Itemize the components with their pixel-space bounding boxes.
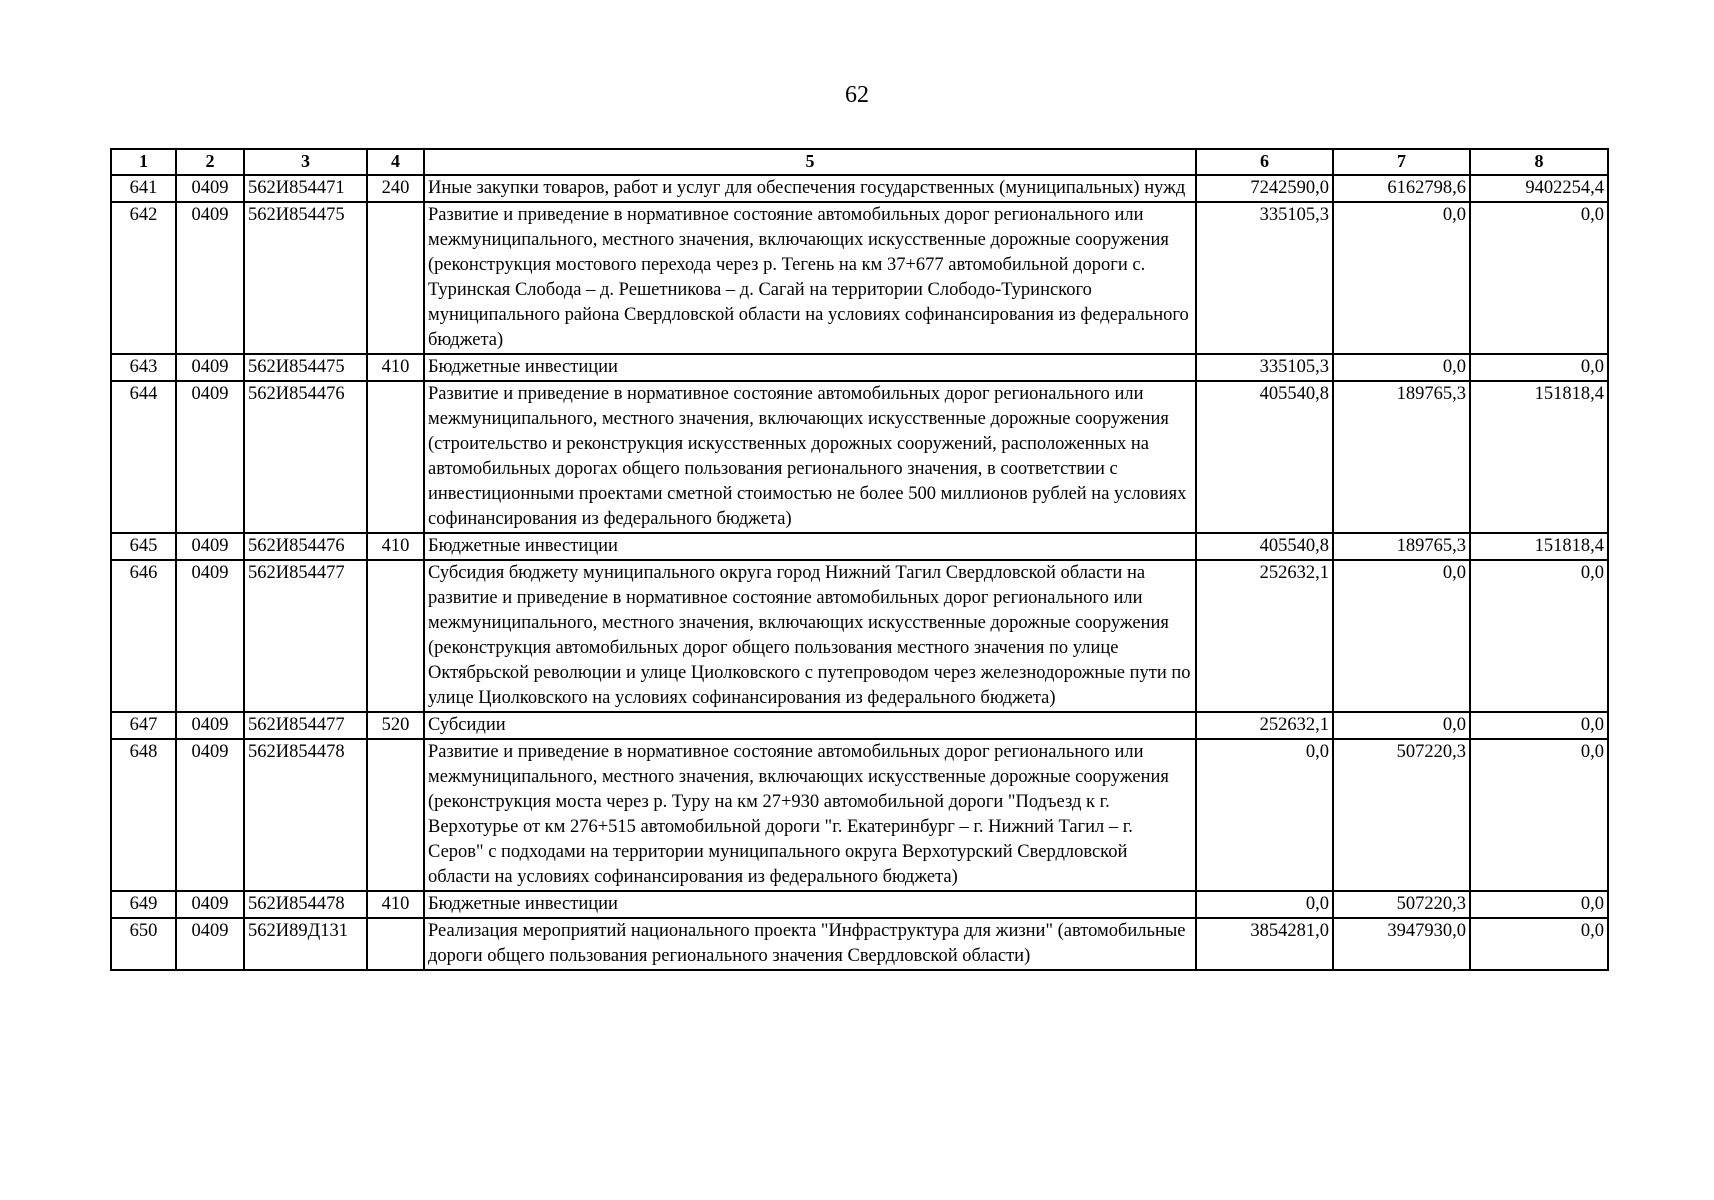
item-name: Субсидия бюджету муниципального округа город Нижний Тагил Свердловской области на развитие и приведение в нормативное состояние автомобильных дорог регионального или межмуниципального, местного значения, включающих искусственные дорожные сооружения (реконструкция автомобильных дорог общего пользования местного значения по улице Октябрьской революции и улице Циолковского с путепроводом через железнодорожные пути по улице Циолковского на условиях софинансирования из федерального бюджета): [424, 560, 1196, 712]
amount-col-8: 9402254,4: [1470, 175, 1608, 202]
page-number: 62: [845, 82, 869, 108]
section-code: 0409: [176, 175, 244, 202]
amount-col-7: 0,0: [1333, 712, 1470, 739]
item-name: Реализация мероприятий национального проекта "Инфраструктура для жизни" (автомобильные дороги общего пользования регионального значения Свердловской области): [424, 918, 1196, 970]
table-row: [111, 891, 1608, 918]
target-code: 562И854478: [244, 739, 367, 891]
table-row: [111, 918, 1608, 970]
target-code: 562И854476: [244, 381, 367, 533]
table-row: [111, 533, 1608, 560]
expense-type-code: 520: [367, 712, 424, 739]
item-name: Бюджетные инвестиции: [424, 354, 1196, 381]
amount-col-6: 252632,1: [1196, 712, 1333, 739]
target-code: 562И854477: [244, 560, 367, 712]
row-number: 641: [111, 175, 176, 202]
column-header: 1: [111, 149, 176, 175]
column-header: 5: [424, 149, 1196, 175]
section-code: 0409: [176, 712, 244, 739]
section-code: 0409: [176, 354, 244, 381]
table-header-row: [111, 149, 1608, 175]
table-row: [111, 381, 1608, 533]
target-code: 562И854475: [244, 202, 367, 354]
expense-type-code: [367, 739, 424, 891]
item-name: Развитие и приведение в нормативное состояние автомобильных дорог регионального или межмуниципального, местного значения, включающих искусственные дорожные сооружения (реконструкция моста через р. Туру на км 27+930 автомобильной дороги "Подъезд к г. Верхотурье от км 276+515 автомобильной дороги "г. Екатеринбург – г. Нижний Тагил – г. Серов" с подходами на территории муниципального округа Верхотурский Свердловской области на условиях софинансирования из федерального бюджета): [424, 739, 1196, 891]
expense-type-code: [367, 381, 424, 533]
row-number: 642: [111, 202, 176, 354]
section-code: 0409: [176, 533, 244, 560]
amount-col-6: 405540,8: [1196, 381, 1333, 533]
expense-type-code: [367, 560, 424, 712]
target-code: 562И854478: [244, 891, 367, 918]
expense-type-code: [367, 202, 424, 354]
expense-type-code: 410: [367, 533, 424, 560]
amount-col-7: 0,0: [1333, 560, 1470, 712]
target-code: 562И854476: [244, 533, 367, 560]
amount-col-7: 189765,3: [1333, 381, 1470, 533]
column-header: 8: [1470, 149, 1608, 175]
column-header: 3: [244, 149, 367, 175]
item-name: Иные закупки товаров, работ и услуг для обеспечения государственных (муниципальных) нужд: [424, 175, 1196, 202]
table-row: [111, 712, 1608, 739]
column-header: 2: [176, 149, 244, 175]
column-header: 6: [1196, 149, 1333, 175]
table-row: [111, 354, 1608, 381]
amount-col-6: 252632,1: [1196, 560, 1333, 712]
amount-col-8: 0,0: [1470, 712, 1608, 739]
section-code: 0409: [176, 560, 244, 712]
amount-col-7: 189765,3: [1333, 533, 1470, 560]
amount-col-7: 6162798,6: [1333, 175, 1470, 202]
item-name: Бюджетные инвестиции: [424, 533, 1196, 560]
amount-col-8: 151818,4: [1470, 533, 1608, 560]
amount-col-6: 0,0: [1196, 739, 1333, 891]
section-code: 0409: [176, 202, 244, 354]
amount-col-8: 0,0: [1470, 202, 1608, 354]
amount-col-6: 3854281,0: [1196, 918, 1333, 970]
amount-col-6: 7242590,0: [1196, 175, 1333, 202]
section-code: 0409: [176, 381, 244, 533]
amount-col-8: 0,0: [1470, 739, 1608, 891]
item-name: Бюджетные инвестиции: [424, 891, 1196, 918]
amount-col-6: 335105,3: [1196, 202, 1333, 354]
expense-type-code: 240: [367, 175, 424, 202]
row-number: 644: [111, 381, 176, 533]
table-row: [111, 560, 1608, 712]
row-number: 645: [111, 533, 176, 560]
amount-col-7: 0,0: [1333, 202, 1470, 354]
expense-type-code: 410: [367, 891, 424, 918]
row-number: 646: [111, 560, 176, 712]
item-name: Развитие и приведение в нормативное состояние автомобильных дорог регионального или межмуниципального, местного значения, включающих искусственные дорожные сооружения (реконструкция мостового перехода через р. Тегень на км 37+677 автомобильной дороги с. Туринская Слобода – д. Решетникова – д. Сагай на территории Слободо-Туринского муниципального района Свердловской области на условиях софинансирования из федерального бюджета): [424, 202, 1196, 354]
amount-col-7: 3947930,0: [1333, 918, 1470, 970]
item-name: Субсидии: [424, 712, 1196, 739]
expense-type-code: [367, 918, 424, 970]
row-number: 650: [111, 918, 176, 970]
amount-col-8: 151818,4: [1470, 381, 1608, 533]
target-code: 562И854475: [244, 354, 367, 381]
table-row: [111, 202, 1608, 354]
row-number: 649: [111, 891, 176, 918]
amount-col-6: 335105,3: [1196, 354, 1333, 381]
amount-col-7: 507220,3: [1333, 891, 1470, 918]
row-number: 643: [111, 354, 176, 381]
item-name: Развитие и приведение в нормативное состояние автомобильных дорог регионального или межмуниципального, местного значения, включающих искусственные дорожные сооружения (строительство и реконструкция искусственных дорожных сооружений, расположенных на автомобильных дорогах общего пользования регионального значения, в соответствии с инвестиционными проектами сметной стоимостью не более 500 миллионов рублей на условиях софинансирования из федерального бюджета): [424, 381, 1196, 533]
target-code: 562И854471: [244, 175, 367, 202]
amount-col-8: 0,0: [1470, 560, 1608, 712]
row-number: 648: [111, 739, 176, 891]
amount-col-7: 0,0: [1333, 354, 1470, 381]
column-header: 4: [367, 149, 424, 175]
amount-col-7: 507220,3: [1333, 739, 1470, 891]
amount-col-8: 0,0: [1470, 354, 1608, 381]
section-code: 0409: [176, 918, 244, 970]
target-code: 562И89Д131: [244, 918, 367, 970]
section-code: 0409: [176, 891, 244, 918]
table-row: [111, 739, 1608, 891]
column-header: 7: [1333, 149, 1470, 175]
amount-col-8: 0,0: [1470, 891, 1608, 918]
target-code: 562И854477: [244, 712, 367, 739]
amount-col-8: 0,0: [1470, 918, 1608, 970]
expense-type-code: 410: [367, 354, 424, 381]
table-row: [111, 175, 1608, 202]
section-code: 0409: [176, 739, 244, 891]
budget-table: [110, 148, 1609, 971]
row-number: 647: [111, 712, 176, 739]
amount-col-6: 0,0: [1196, 891, 1333, 918]
amount-col-6: 405540,8: [1196, 533, 1333, 560]
